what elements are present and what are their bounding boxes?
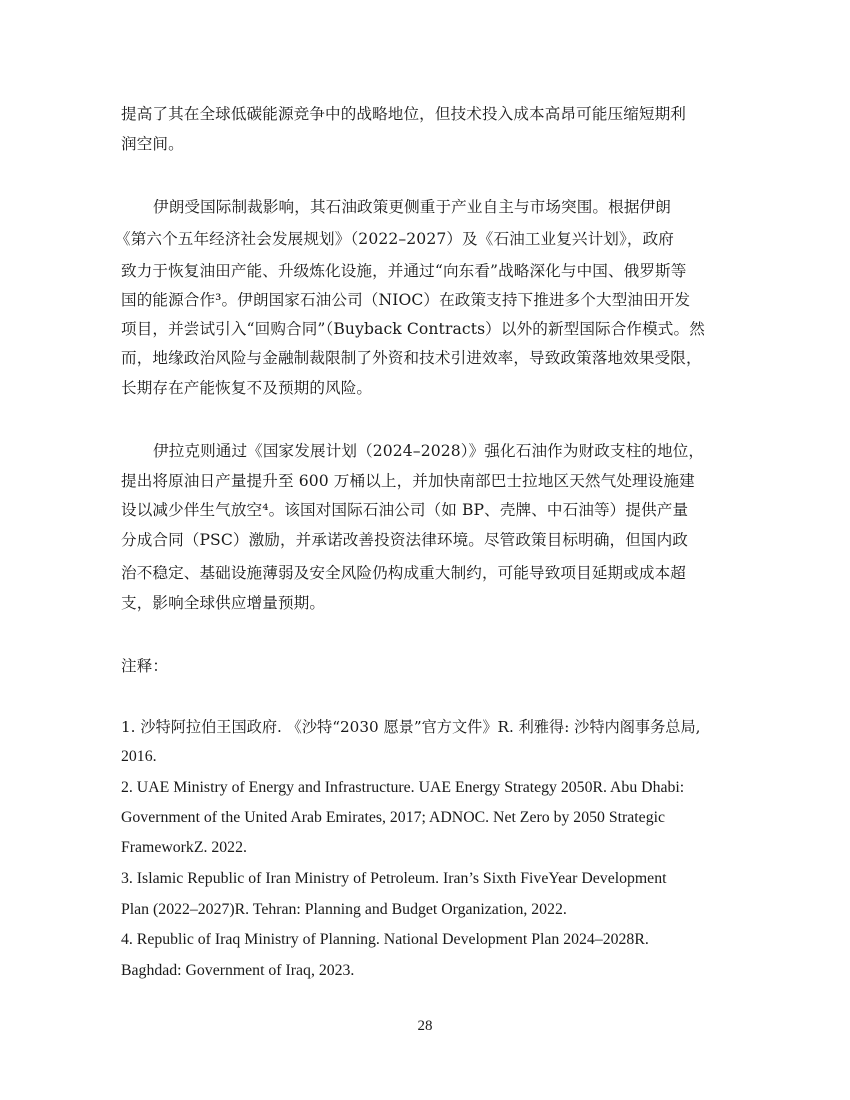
note-2-line: FrameworkZ. 2022.	[121, 839, 247, 856]
body-text-line: 项目，并尝试引入“回购合同”（Buyback Contracts）以外的新型国际合作模式。然	[121, 320, 705, 338]
body-text-line: 而，地缘政治风险与金融制裁限制了外资和技术引进效率，导致政策落地效果受限，	[121, 349, 702, 367]
body-text-line: 伊拉克则通过《国家发展计划（2024–2028）》强化石油作为财政支柱的地位，	[153, 442, 705, 460]
body-text-line: 治不稳定、基础设施薄弱及安全风险仍构成重大制约，可能导致项目延期或成本超	[121, 564, 686, 582]
body-text-line: 伊朗受国际制裁影响，其石油政策更侧重于产业自主与市场突围。根据伊朗	[153, 198, 671, 216]
note-4-line: Baghdad: Government of Iraq, 2023.	[121, 962, 355, 979]
note-4-line: 4. Republic of Iraq Ministry of Planning. National Development Plan 2024–2028R.	[121, 931, 649, 948]
page-number: 28	[417, 1018, 433, 1034]
note-3-line: Plan (2022–2027)R. Tehran: Planning and Budget Organization, 2022.	[121, 901, 567, 918]
body-text-line: 长期存在产能恢复不及预期的风险。	[121, 379, 373, 397]
body-text-line: 致力于恢复油田产能、升级炼化设施，并通过“向东看”战略深化与中国、俄罗斯等	[121, 262, 687, 280]
note-2-line: Government of the United Arab Emirates, 2017; ADNOC. Net Zero by 2050 Strategic	[121, 809, 665, 826]
body-text-line: 提出将原油日产量提升至 600 万桶以上，并加快南部巴士拉地区天然气处理设施建	[121, 472, 695, 490]
body-text-line: 设以减少伴生气放空⁴。该国对国际石油公司（如 BP、壳牌、中石油等）提供产量	[121, 501, 689, 519]
note-1-line: 1. 沙特阿拉伯王国政府. 《沙特“2030 愿景”官方文件》R. 利雅得: 沙特内阁事务总局,	[121, 718, 701, 736]
note-3-line: 3. Islamic Republic of Iran Ministry of Petroleum. Iran’s Sixth FiveYear Development	[121, 870, 667, 887]
body-text-line: 分成合同（PSC）激励，并承诺改善投资法律环境。尽管政策目标明确，但国内政	[121, 531, 688, 549]
body-text-line: 国的能源合作³。伊朗国家石油公司（NIOC）在政策支持下推进多个大型油田开发	[121, 291, 691, 309]
note-1-line: 2016.	[121, 748, 157, 765]
note-2-line: 2. UAE Ministry of Energy and Infrastructure. UAE Energy Strategy 2050R. Abu Dhabi:	[121, 779, 685, 796]
body-text-line: 《第六个五年经济社会发展规划》（2022–2027）及《石油工业复兴计划》，政府	[115, 230, 674, 248]
notes-heading: 注释：	[121, 657, 169, 675]
body-text-line: 提高了其在全球低碳能源竞争中的战略地位，但技术投入成本高昂可能压缩短期利	[121, 105, 686, 123]
body-text-line: 润空间。	[121, 135, 184, 153]
body-text-line: 支，影响全球供应增量预期。	[121, 594, 326, 612]
